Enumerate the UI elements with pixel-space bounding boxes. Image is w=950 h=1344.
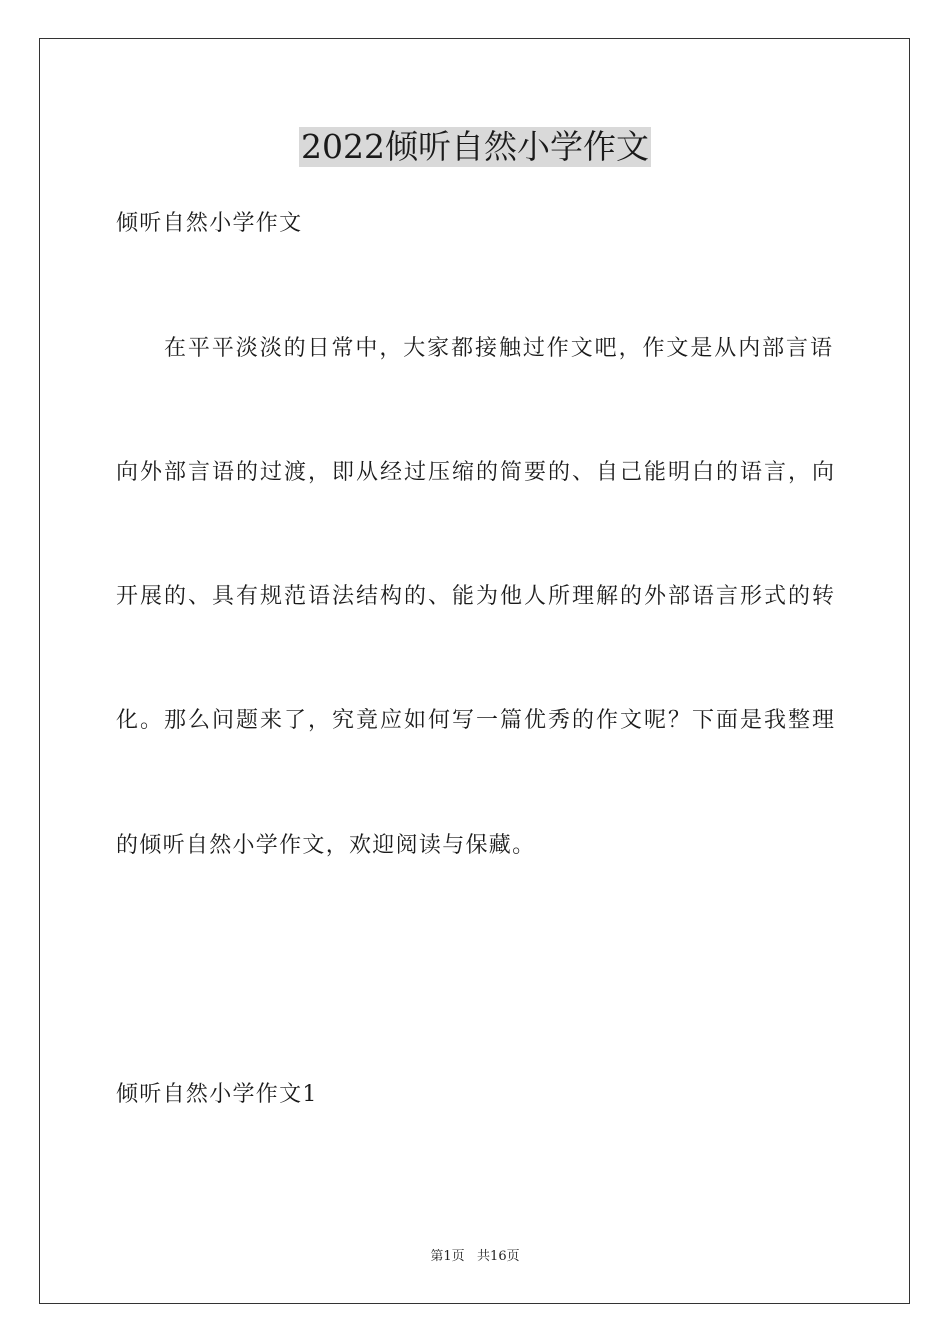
paragraph-line-2: 向外部言语的过渡，即从经过压缩的简要的、自己能明白的语言，向 [116,460,834,485]
paragraph-line-3: 开展的、具有规范语法结构的、能为他人所理解的外部语言形式的转 [116,584,834,609]
section-heading: 倾听自然小学作文1 [116,1082,318,1107]
document-title-text: 2022倾听自然小学作文 [301,127,649,166]
page-number-footer: 第1页 共16页 [430,1249,520,1264]
document-subtitle: 倾听自然小学作文 [116,211,303,236]
paragraph-line-1: 在平平淡淡的日常中，大家都接触过作文吧，作文是从内部言语 [164,336,832,361]
document-title [0,127,950,167]
paragraph-line-4: 化。那么问题来了，究竟应如何写一篇优秀的作文呢？下面是我整理 [116,708,834,733]
paragraph-line-5: 的倾听自然小学作文，欢迎阅读与保藏。 [116,833,536,858]
